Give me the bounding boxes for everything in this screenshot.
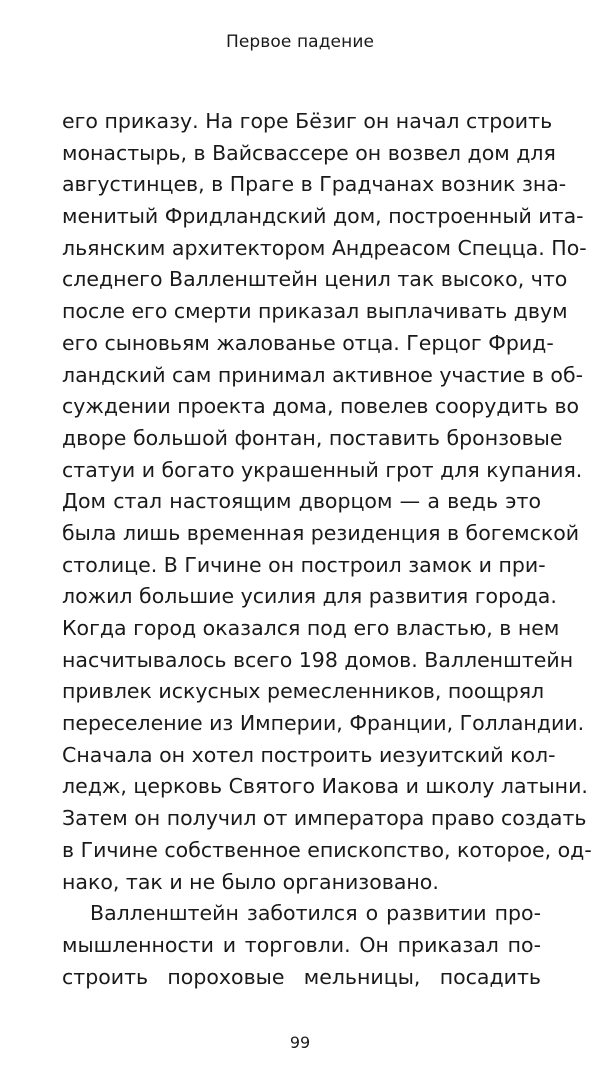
text-line: нако, так и не было организовано. [62, 869, 439, 894]
text-line: Когда город оказался под его властью, в нем [62, 616, 560, 640]
text-line: статуи и богато украшенный грот для купания. [62, 457, 583, 482]
text-line: менитый Фридландский дом, построенный ита- [62, 204, 584, 229]
text-line: следнего Валленштейн ценил так высоко, что [62, 267, 568, 292]
paragraph-2 [62, 898, 541, 993]
text-line: ландский сам принимал активное участие в об- [62, 362, 583, 387]
text-line: его приказу. На горе Бёзиг он начал строить [62, 109, 553, 133]
text-line: переселение из Империи, Франции, Голландии. [62, 711, 585, 736]
text-line: мышленности и торговли. Он приказал по- [62, 932, 541, 957]
text-line: столице. В Гичине он построил замок и при- [62, 552, 546, 577]
text-line: суждении проекта дома, повелев соорудить во [62, 394, 580, 419]
body-text [62, 106, 592, 993]
text-line: насчитывалось всего 198 домов. Валленштейн [62, 647, 574, 672]
running-head: Первое падение [225, 32, 375, 52]
text-line: льянским архитектором Андреасом Спецца. По- [62, 235, 587, 260]
text-line: строить пороховые мельницы, посадить [62, 964, 541, 989]
text-line: привлек искусных ремесленников, поощрял [62, 679, 545, 704]
text-line: Сначала он хотел построить иезуитский кол- [62, 742, 556, 767]
text-line: после его смерти приказал выплачивать двум [62, 299, 568, 324]
text-line: августинцев, в Праге в Градчанах возник зна- [62, 172, 567, 197]
text-line: монастырь, в Вайсвассере он возвел дом для [62, 140, 556, 165]
text-line: Дом стал настоящим дворцом — а ведь это [62, 489, 541, 514]
page-number: 99 [289, 1033, 311, 1052]
text-line: его сыновьям жалованье отца. Герцог Фрид- [62, 330, 554, 355]
text-line: в Гичине собственное епископство, которое, од- [62, 837, 592, 862]
text-line: была лишь временная резиденция в богемской [62, 520, 580, 545]
paragraph-1 [62, 106, 592, 898]
text-line: ложил большие усилия для развития города. [62, 584, 557, 609]
text-line: дворе большой фонтан, поставить бронзовые [62, 425, 563, 450]
text-line: Затем он получил от императора право создать [62, 806, 587, 831]
text-line: Валленштейн заботился о развитии про- [90, 901, 541, 926]
text-line: ледж, церковь Святого Иакова и школу латыни. [62, 774, 588, 799]
